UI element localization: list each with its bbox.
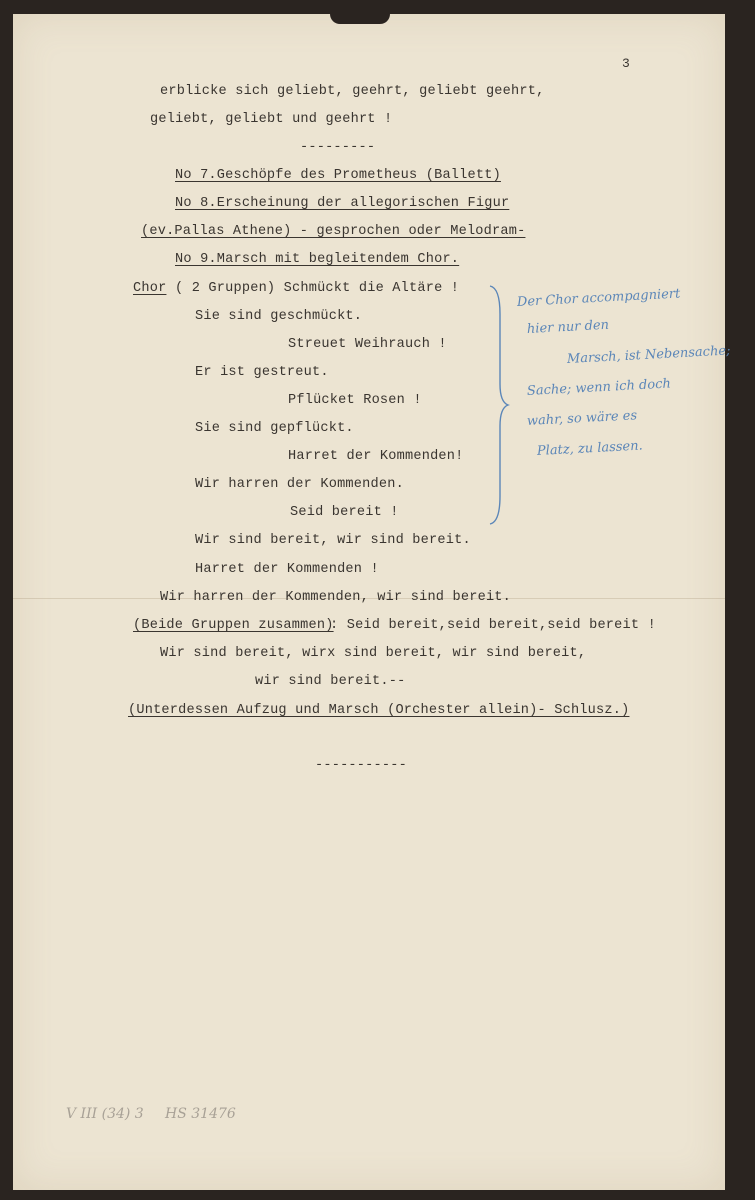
handwritten-note-line: Sache; wenn ich doch [526, 376, 672, 399]
text-line: : Seid bereit,seid bereit,seid bereit ! [330, 618, 656, 633]
text-line: Pflücket Rosen ! [288, 393, 422, 408]
text-line: erblicke sich geliebt, geehrt, geliebt geehrt, [160, 84, 545, 99]
page-tear [330, 14, 390, 24]
handwritten-note-line: Der Chor accompagniert [516, 286, 681, 310]
handwritten-note-line: Platz, zu lassen. [536, 438, 644, 459]
text-line: Wir sind bereit, wir sind bereit. [195, 533, 471, 548]
text-line: Wir harren der Kommenden, wir sind bereit. [160, 590, 512, 605]
separator: --------- [300, 140, 376, 155]
text-line: No 9.Marsch mit begleitendem Chor. [175, 252, 460, 267]
text-line: ( 2 Gruppen) Schmückt die Altäre ! [175, 281, 460, 296]
page-number: 3 [622, 56, 630, 71]
text-line: Er ist gestreut. [195, 365, 329, 380]
handwritten-note-line: wahr, so wäre es [526, 408, 638, 429]
text-line: No 7.Geschöpfe des Prometheus (Ballett) [175, 168, 501, 183]
separator: ----------- [315, 758, 407, 773]
archive-shelfmark: V III (34) 3 [66, 1106, 144, 1122]
text-line: (ev.Pallas Athene) - gesprochen oder Melodram- [141, 224, 526, 239]
text-line: Seid bereit ! [290, 505, 399, 520]
curly-brace-mark [488, 284, 510, 526]
text-line: geliebt, geliebt und geehrt ! [150, 112, 393, 127]
speaker-label: Chor [133, 281, 167, 296]
text-line: Sie sind geschmückt. [195, 309, 363, 324]
text-line: Wir sind bereit, wirx sind bereit, wir sind bereit, [160, 646, 587, 661]
text-line: No 8.Erscheinung der allegorischen Figur [175, 196, 510, 211]
archive-number: HS 31476 [165, 1106, 236, 1122]
stage-direction: (Unterdessen Aufzug und Marsch (Orchester allein)- Schlusz.) [128, 703, 630, 718]
text-line: Streuet Weihrauch ! [288, 337, 447, 352]
handwritten-note-line: Marsch, ist Nebensache; [566, 343, 731, 367]
stage-direction: (Beide Gruppen zusammen) [133, 618, 334, 633]
text-line: wir sind bereit.-- [255, 674, 406, 689]
text-line: Sie sind gepflückt. [195, 421, 354, 436]
text-line: Wir harren der Kommenden. [195, 477, 404, 492]
text-line: Harret der Kommenden! [288, 449, 464, 464]
text-line: Harret der Kommenden ! [195, 562, 379, 577]
handwritten-note-line: hier nur den [526, 317, 610, 337]
